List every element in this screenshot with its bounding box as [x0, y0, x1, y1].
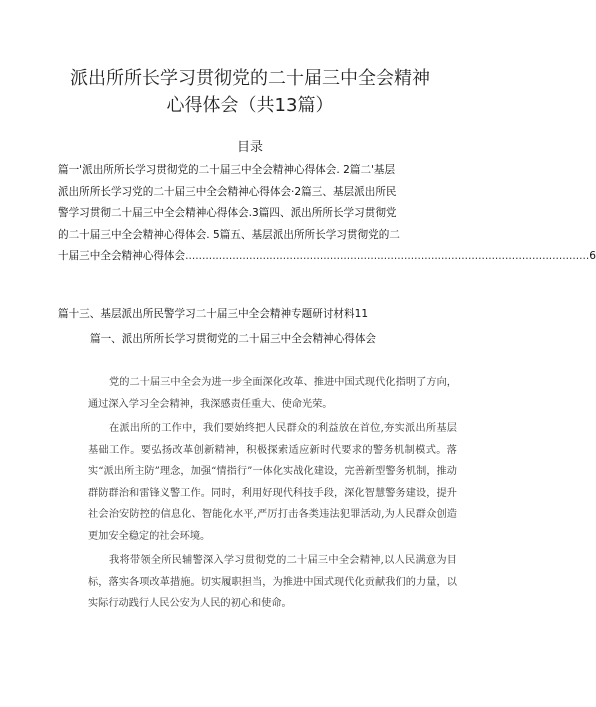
toc-line[interactable]: 派出所所长学习党的二十届三中全会精神心得体会·2篇三、基层派出所民	[58, 185, 397, 198]
section-title: 篇一、派出所所长学习贯彻党的二十届三中全会精神心得体会	[90, 333, 377, 345]
table-of-contents	[58, 160, 596, 268]
section-body	[88, 372, 457, 618]
document-title-line-1: 派出所所长学习贯彻党的二十届三中全会精神	[70, 68, 430, 89]
toc-line[interactable]: 篇一'派出所所长学习贯彻党的二十届三中全会精神心得体会. 2篇二'基层	[58, 164, 396, 176]
toc-last-text: 十届三中全会精神心得体会	[58, 250, 186, 262]
toc-page-number: 6	[589, 250, 596, 262]
body-paragraph: 我将带领全所民辅警深入学习贯彻党的二十届三中全会精神,以人民满意为目标，落实各项改革措施。切实履职担当，为推进中国式现代化贡献我们的力量，以实际行动践行人民公安为人民的初心和使命。	[88, 555, 457, 609]
toc-heading: 目录	[236, 140, 263, 155]
toc-line[interactable]: 警学习贯彻二十届三中全会精神心得体会.3篇四、派出所所长学习贯彻党	[58, 207, 397, 219]
toc-entry-13[interactable]: 篇十三、基层派出所民警学习二十届三中全会精神专题研讨材料11	[58, 308, 369, 320]
body-paragraph: 在派出所的工作中，我们要始终把人民群众的利益放在首位,夯实派出所基层基础工作。要弘扬改革创新精神，积极探索适应新时代要求的警务机制模式。落实“派出所主防”理念，加强“情指行”一体化实战化建设，完善新型警务机制，推动群防群治和雷锋义警工作。同时，利用好现代科技手段，深化智慧警务建设，提升社会治安防控的信息化、智能化水平,严厉打击各类违法犯罪活动,为人民群众创造更加安全稳定的社会环境。	[88, 423, 457, 542]
toc-leader-dots: ........................................................................................................................	[185, 250, 590, 262]
body-paragraph: 党的二十届三中全会为进一步全面深化改革、推进中国式现代化指明了方向，通过深入学习全会精神，我深感责任重大、使命光荣。	[88, 377, 457, 410]
toc-line-last[interactable]	[58, 246, 596, 268]
toc-line[interactable]: 的二十届三中全会精神心得体会. 5篇五、基层派出所所长学习贯彻党的二	[58, 228, 400, 241]
document-title-line-2: 心得体会（共13篇）	[166, 95, 334, 116]
